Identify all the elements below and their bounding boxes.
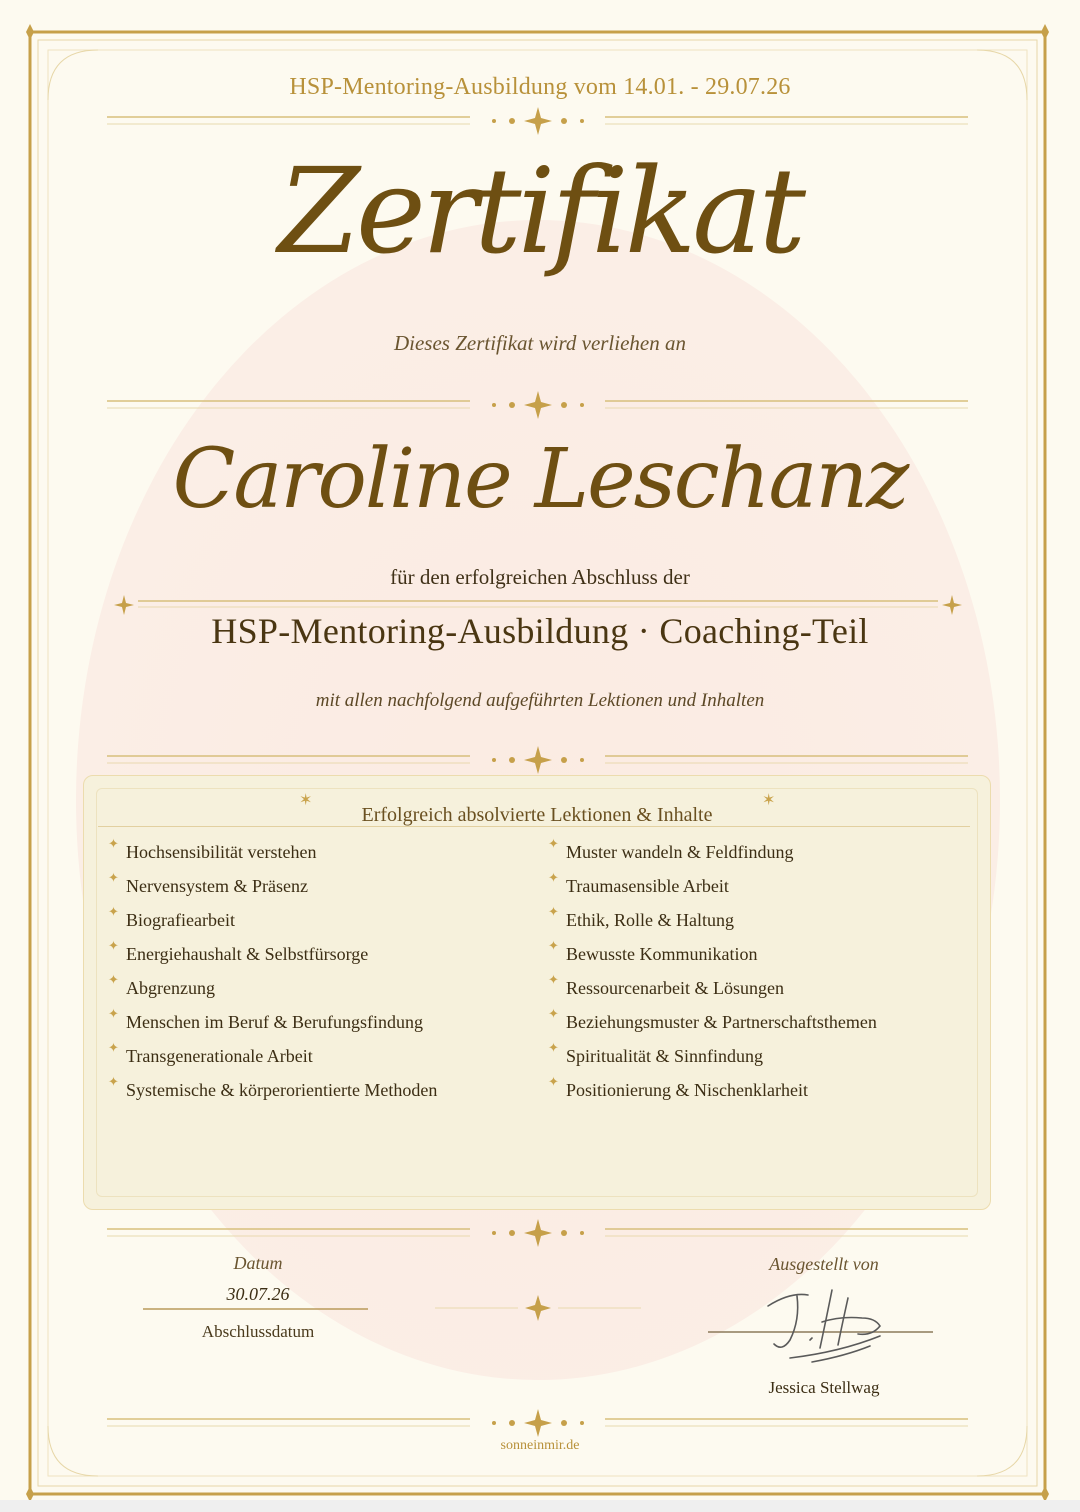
completion-text: für den erfolgreichen Abschluss der: [390, 565, 690, 589]
lesson-label: Spiritualität & Sinnfindung: [566, 1046, 763, 1066]
sparkle-icon: ✦: [548, 904, 559, 919]
sparkle-icon: ✦: [548, 1074, 559, 1089]
lesson-label: Ethik, Rolle & Haltung: [566, 910, 734, 930]
list-item: [108, 1005, 437, 1039]
lesson-label: Muster wandeln & Feldfindung: [566, 842, 794, 862]
sparkle-icon: ✦: [108, 938, 119, 953]
awarded-to-text: Dieses Zertifikat wird verliehen an: [393, 331, 686, 355]
lesson-label: Systemische & körperorientierte Methoden: [126, 1080, 438, 1100]
list-item: [548, 1005, 877, 1039]
sparkle-icon: ✶: [299, 792, 313, 809]
list-item: [108, 903, 437, 937]
lessons-list-right: [548, 835, 877, 1107]
sparkle-icon: ✶: [762, 792, 776, 809]
sparkle-icon: ✦: [108, 870, 119, 885]
list-item: [548, 937, 877, 971]
list-item: [108, 971, 437, 1005]
sparkle-icon: ✦: [108, 1074, 119, 1089]
lessons-panel: [83, 775, 991, 1210]
sparkle-icon: ✦: [108, 972, 119, 987]
sparkle-icon: ✦: [548, 870, 559, 885]
lesson-label: Energiehaushalt & Selbstfürsorge: [126, 944, 369, 964]
issuer-label: Ausgestellt von: [769, 1254, 879, 1274]
certificate-title: Zertifikat: [277, 142, 803, 280]
lesson-label: Hochsensibilität verstehen: [126, 842, 317, 862]
sparkle-icon: ✦: [108, 1006, 119, 1021]
lesson-label: Ressourcenarbeit & Lösungen: [566, 978, 784, 998]
list-item: [548, 1073, 877, 1107]
issuer-name: Jessica Stellwag: [768, 1378, 880, 1397]
course-note: mit allen nachfolgend aufgeführten Lektionen und Inhalten: [315, 690, 765, 711]
lesson-label: Menschen im Beruf & Berufungsfindung: [126, 1012, 423, 1032]
handwritten-signature: [768, 1290, 880, 1362]
lesson-label: Bewusste Kommunikation: [566, 944, 758, 964]
program-dates-header: HSP-Mentoring-Ausbildung vom 14.01. - 29.07.26: [289, 74, 791, 100]
list-item: [108, 1039, 437, 1073]
list-item: [108, 869, 437, 903]
sparkle-icon: ✦: [108, 1040, 119, 1055]
list-item: [548, 869, 877, 903]
sparkle-icon: ✦: [548, 836, 559, 851]
divider-ornament-bottom: [107, 1409, 968, 1437]
course-name: HSP-Mentoring-Ausbildung · Coaching-Teil: [211, 611, 869, 651]
lesson-label: Traumasensible Arbeit: [566, 876, 729, 896]
lessons-heading-rule: [98, 826, 970, 827]
date-label: Datum: [233, 1253, 283, 1273]
sparkle-icon: ✦: [548, 938, 559, 953]
list-item: [548, 835, 877, 869]
list-item: [548, 971, 877, 1005]
sparkle-icon: ✦: [108, 836, 119, 851]
list-item: [108, 835, 437, 869]
recipient-name: Caroline Leschanz: [172, 432, 908, 527]
lesson-label: Transgenerationale Arbeit: [126, 1046, 313, 1066]
sparkle-icon: ✦: [548, 1006, 559, 1021]
lesson-label: Positionierung & Nischenklarheit: [566, 1080, 808, 1100]
lessons-heading: Erfolgreich absolvierte Lektionen & Inhalte: [361, 804, 713, 826]
website-link[interactable]: sonneinmir.de: [500, 1438, 580, 1453]
list-item: [548, 1039, 877, 1073]
lessons-list-left: [108, 835, 438, 1107]
lesson-label: Beziehungsmuster & Partnerschaftsthemen: [566, 1012, 877, 1032]
list-item: [108, 1073, 438, 1107]
list-item: [548, 903, 877, 937]
divider-ornament-top: [107, 107, 968, 135]
list-item: [108, 937, 437, 971]
sparkle-icon: ✦: [548, 1040, 559, 1055]
lesson-label: Abgrenzung: [126, 978, 215, 998]
lesson-label: Biografiearbeit: [126, 910, 235, 930]
sparkle-icon: ✦: [108, 904, 119, 919]
sparkle-icon: ✦: [548, 972, 559, 987]
date-caption: Abschlussdatum: [201, 1322, 315, 1341]
lesson-label: Nervensystem & Präsenz: [126, 876, 308, 896]
date-value: 30.07.26: [226, 1284, 290, 1304]
